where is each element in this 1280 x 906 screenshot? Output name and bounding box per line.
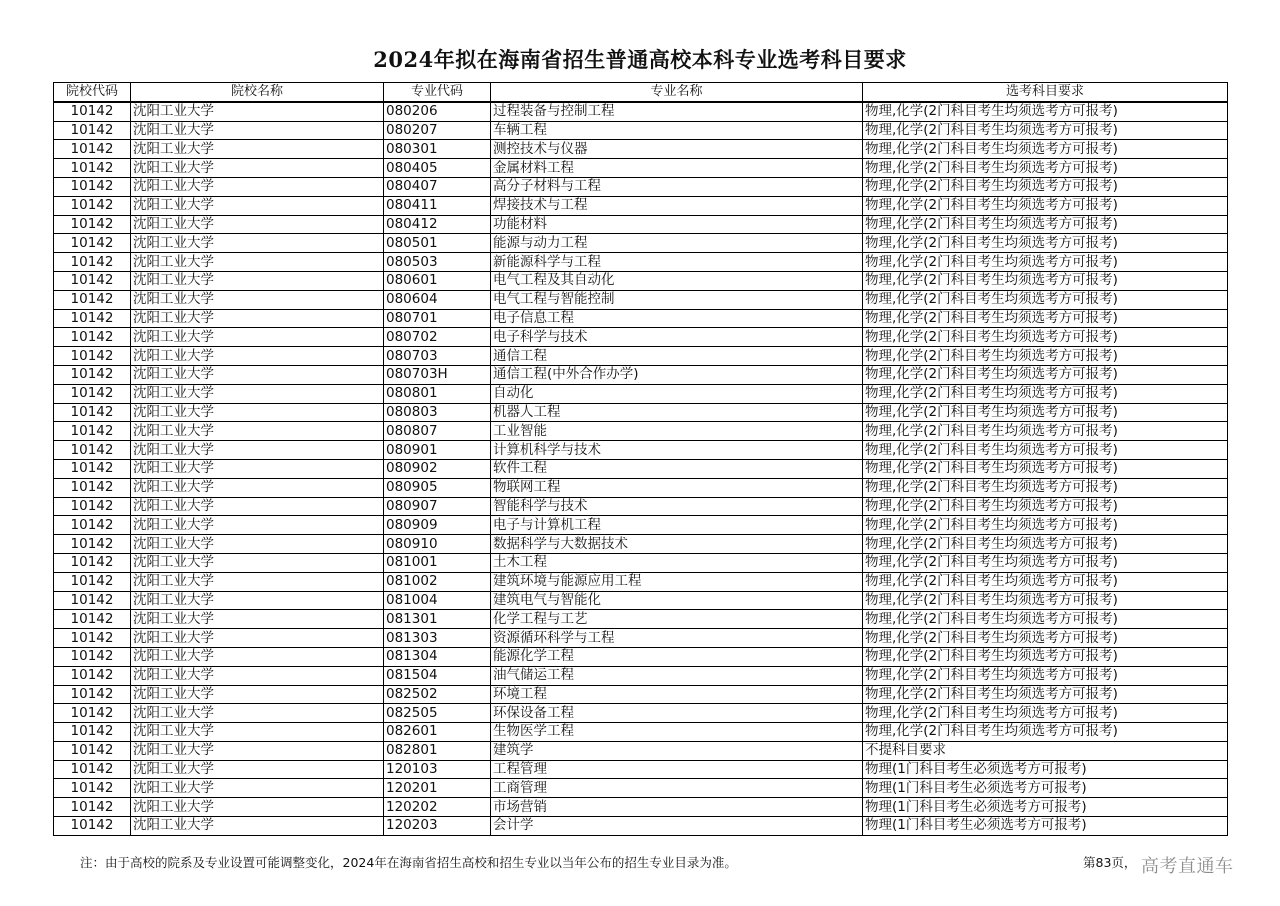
cell-major-code: 080412 [384, 215, 491, 234]
cell-major-name: 通信工程 [491, 347, 863, 366]
cell-school-name: 沈阳工业大学 [131, 647, 384, 666]
cell-school-name: 沈阳工业大学 [131, 535, 384, 554]
table-row [54, 647, 1228, 666]
cell-school-name: 沈阳工业大学 [131, 253, 384, 272]
cell-school-name: 沈阳工业大学 [131, 497, 384, 516]
cell-major-code: 082601 [384, 723, 491, 742]
cell-school-code: 10142 [54, 309, 131, 328]
cell-school-name: 沈阳工业大学 [131, 347, 384, 366]
cell-subject-requirement: 物理,化学(2门科目考生均须选考方可报考) [863, 196, 1228, 215]
cell-school-code: 10142 [54, 497, 131, 516]
cell-subject-requirement: 物理,化学(2门科目考生均须选考方可报考) [863, 253, 1228, 272]
cell-major-name: 会计学 [491, 817, 863, 836]
cell-subject-requirement: 物理,化学(2门科目考生均须选考方可报考) [863, 290, 1228, 309]
cell-major-code: 080604 [384, 290, 491, 309]
table-row [54, 741, 1228, 760]
cell-school-code: 10142 [54, 478, 131, 497]
cell-major-code: 080703 [384, 347, 491, 366]
cell-major-name: 智能科学与技术 [491, 497, 863, 516]
cell-school-code: 10142 [54, 121, 131, 140]
cell-school-code: 10142 [54, 572, 131, 591]
page-number: 第83页， [1083, 855, 1137, 870]
cell-school-code: 10142 [54, 798, 131, 817]
cell-school-code: 10142 [54, 159, 131, 178]
cell-major-name: 软件工程 [491, 459, 863, 478]
cell-major-code: 080801 [384, 384, 491, 403]
cell-major-name: 车辆工程 [491, 121, 863, 140]
cell-school-name: 沈阳工业大学 [131, 516, 384, 535]
table-row [54, 723, 1228, 742]
header-subject-requirement: 选考科目要求 [863, 83, 1228, 102]
cell-major-name: 测控技术与仪器 [491, 140, 863, 159]
cell-major-code: 080905 [384, 478, 491, 497]
table-row [54, 535, 1228, 554]
table-row [54, 121, 1228, 140]
cell-school-name: 沈阳工业大学 [131, 159, 384, 178]
cell-school-code: 10142 [54, 629, 131, 648]
cell-subject-requirement: 物理,化学(2门科目考生均须选考方可报考) [863, 422, 1228, 441]
cell-major-code: 082801 [384, 741, 491, 760]
cell-school-name: 沈阳工业大学 [131, 591, 384, 610]
watermark-text: 高考直通车 [1141, 856, 1234, 877]
cell-major-name: 物联网工程 [491, 478, 863, 497]
cell-subject-requirement: 物理,化学(2门科目考生均须选考方可报考) [863, 685, 1228, 704]
cell-major-code: 081001 [384, 553, 491, 572]
table-row [54, 290, 1228, 309]
cell-subject-requirement: 物理,化学(2门科目考生均须选考方可报考) [863, 309, 1228, 328]
cell-major-code: 081504 [384, 666, 491, 685]
cell-school-name: 沈阳工业大学 [131, 403, 384, 422]
cell-school-code: 10142 [54, 365, 131, 384]
cell-school-name: 沈阳工业大学 [131, 271, 384, 290]
cell-major-name: 工业智能 [491, 422, 863, 441]
cell-major-code: 080206 [384, 102, 491, 121]
cell-subject-requirement: 物理,化学(2门科目考生均须选考方可报考) [863, 441, 1228, 460]
table-row [54, 253, 1228, 272]
cell-school-name: 沈阳工业大学 [131, 177, 384, 196]
cell-major-name: 能源化学工程 [491, 647, 863, 666]
cell-major-name: 建筑电气与智能化 [491, 591, 863, 610]
cell-school-code: 10142 [54, 779, 131, 798]
cell-major-code: 080909 [384, 516, 491, 535]
cell-subject-requirement: 物理(1门科目考生必须选考方可报考) [863, 760, 1228, 779]
cell-major-code: 080407 [384, 177, 491, 196]
cell-school-name: 沈阳工业大学 [131, 779, 384, 798]
cell-school-code: 10142 [54, 403, 131, 422]
cell-major-code: 080703H [384, 365, 491, 384]
table-row [54, 365, 1228, 384]
cell-school-code: 10142 [54, 817, 131, 836]
table-row [54, 403, 1228, 422]
cell-school-code: 10142 [54, 516, 131, 535]
cell-major-code: 081004 [384, 591, 491, 610]
cell-school-code: 10142 [54, 553, 131, 572]
header-school-code: 院校代码 [54, 83, 131, 102]
cell-major-name: 电子信息工程 [491, 309, 863, 328]
table-row [54, 610, 1228, 629]
cell-major-code: 081304 [384, 647, 491, 666]
cell-major-name: 工程管理 [491, 760, 863, 779]
cell-major-code: 120201 [384, 779, 491, 798]
table-row [54, 328, 1228, 347]
cell-major-code: 120203 [384, 817, 491, 836]
table-row [54, 441, 1228, 460]
cell-school-name: 沈阳工业大学 [131, 384, 384, 403]
table-header-row [54, 83, 1228, 102]
cell-subject-requirement: 物理,化学(2门科目考生均须选考方可报考) [863, 553, 1228, 572]
cell-major-name: 金属材料工程 [491, 159, 863, 178]
cell-major-name: 能源与动力工程 [491, 234, 863, 253]
cell-school-name: 沈阳工业大学 [131, 610, 384, 629]
cell-subject-requirement: 物理,化学(2门科目考生均须选考方可报考) [863, 403, 1228, 422]
cell-school-code: 10142 [54, 196, 131, 215]
cell-major-code: 081301 [384, 610, 491, 629]
cell-school-name: 沈阳工业大学 [131, 572, 384, 591]
cell-school-name: 沈阳工业大学 [131, 102, 384, 121]
cell-major-code: 080701 [384, 309, 491, 328]
cell-school-code: 10142 [54, 704, 131, 723]
table-row [54, 196, 1228, 215]
cell-school-name: 沈阳工业大学 [131, 666, 384, 685]
cell-major-code: 080501 [384, 234, 491, 253]
cell-school-name: 沈阳工业大学 [131, 629, 384, 648]
table-row [54, 102, 1228, 121]
table-row [54, 271, 1228, 290]
cell-major-name: 环境工程 [491, 685, 863, 704]
cell-school-code: 10142 [54, 610, 131, 629]
cell-major-name: 建筑环境与能源应用工程 [491, 572, 863, 591]
cell-major-code: 080803 [384, 403, 491, 422]
table-row [54, 779, 1228, 798]
table-row [54, 177, 1228, 196]
cell-major-name: 通信工程(中外合作办学) [491, 365, 863, 384]
cell-subject-requirement: 物理,化学(2门科目考生均须选考方可报考) [863, 347, 1228, 366]
cell-subject-requirement: 不提科目要求 [863, 741, 1228, 760]
cell-major-code: 081002 [384, 572, 491, 591]
table-row [54, 497, 1228, 516]
cell-major-code: 080902 [384, 459, 491, 478]
cell-school-name: 沈阳工业大学 [131, 365, 384, 384]
cell-major-name: 生物医学工程 [491, 723, 863, 742]
cell-major-name: 电子与计算机工程 [491, 516, 863, 535]
table-row [54, 309, 1228, 328]
cell-school-name: 沈阳工业大学 [131, 309, 384, 328]
cell-subject-requirement: 物理,化学(2门科目考生均须选考方可报考) [863, 497, 1228, 516]
cell-major-name: 工商管理 [491, 779, 863, 798]
cell-major-name: 建筑学 [491, 741, 863, 760]
cell-major-name: 环保设备工程 [491, 704, 863, 723]
cell-school-name: 沈阳工业大学 [131, 685, 384, 704]
cell-major-name: 土木工程 [491, 553, 863, 572]
cell-school-name: 沈阳工业大学 [131, 328, 384, 347]
cell-major-name: 焊接技术与工程 [491, 196, 863, 215]
cell-major-name: 油气储运工程 [491, 666, 863, 685]
table-row [54, 516, 1228, 535]
cell-school-code: 10142 [54, 666, 131, 685]
cell-major-name: 高分子材料与工程 [491, 177, 863, 196]
cell-major-code: 082505 [384, 704, 491, 723]
header-major-code: 专业代码 [384, 83, 491, 102]
cell-school-code: 10142 [54, 234, 131, 253]
cell-school-name: 沈阳工业大学 [131, 459, 384, 478]
cell-school-code: 10142 [54, 760, 131, 779]
page-title: 2024年拟在海南省招生普通高校本科专业选考科目要求 [373, 47, 907, 72]
cell-major-name: 数据科学与大数据技术 [491, 535, 863, 554]
cell-subject-requirement: 物理,化学(2门科目考生均须选考方可报考) [863, 478, 1228, 497]
cell-subject-requirement: 物理,化学(2门科目考生均须选考方可报考) [863, 140, 1228, 159]
cell-school-name: 沈阳工业大学 [131, 196, 384, 215]
table-row [54, 704, 1228, 723]
cell-subject-requirement: 物理,化学(2门科目考生均须选考方可报考) [863, 459, 1228, 478]
cell-major-name: 电气工程与智能控制 [491, 290, 863, 309]
table-row [54, 459, 1228, 478]
table-row [54, 591, 1228, 610]
table-row [54, 572, 1228, 591]
cell-subject-requirement: 物理,化学(2门科目考生均须选考方可报考) [863, 234, 1228, 253]
cell-subject-requirement: 物理,化学(2门科目考生均须选考方可报考) [863, 159, 1228, 178]
cell-school-code: 10142 [54, 102, 131, 121]
header-major-name: 专业名称 [491, 83, 863, 102]
table-row [54, 347, 1228, 366]
cell-school-name: 沈阳工业大学 [131, 422, 384, 441]
cell-school-code: 10142 [54, 591, 131, 610]
table-row [54, 798, 1228, 817]
table-row [54, 234, 1228, 253]
cell-school-code: 10142 [54, 140, 131, 159]
cell-major-code: 080807 [384, 422, 491, 441]
cell-subject-requirement: 物理,化学(2门科目考生均须选考方可报考) [863, 365, 1228, 384]
cell-school-name: 沈阳工业大学 [131, 121, 384, 140]
cell-major-name: 电子科学与技术 [491, 328, 863, 347]
cell-school-code: 10142 [54, 215, 131, 234]
cell-major-name: 资源循环科学与工程 [491, 629, 863, 648]
cell-major-code: 120103 [384, 760, 491, 779]
cell-school-code: 10142 [54, 459, 131, 478]
cell-subject-requirement: 物理(1门科目考生必须选考方可报考) [863, 817, 1228, 836]
cell-major-code: 080301 [384, 140, 491, 159]
cell-school-code: 10142 [54, 328, 131, 347]
cell-school-code: 10142 [54, 347, 131, 366]
cell-school-name: 沈阳工业大学 [131, 290, 384, 309]
table-row [54, 666, 1228, 685]
cell-subject-requirement: 物理,化学(2门科目考生均须选考方可报考) [863, 723, 1228, 742]
cell-major-code: 080601 [384, 271, 491, 290]
cell-school-name: 沈阳工业大学 [131, 140, 384, 159]
table-row [54, 629, 1228, 648]
cell-major-code: 080207 [384, 121, 491, 140]
cell-subject-requirement: 物理,化学(2门科目考生均须选考方可报考) [863, 647, 1228, 666]
cell-subject-requirement: 物理,化学(2门科目考生均须选考方可报考) [863, 591, 1228, 610]
cell-subject-requirement: 物理,化学(2门科目考生均须选考方可报考) [863, 384, 1228, 403]
table-row [54, 140, 1228, 159]
cell-school-name: 沈阳工业大学 [131, 760, 384, 779]
cell-major-code: 080901 [384, 441, 491, 460]
cell-major-name: 机器人工程 [491, 403, 863, 422]
header-school-name: 院校名称 [131, 83, 384, 102]
cell-school-name: 沈阳工业大学 [131, 704, 384, 723]
cell-major-name: 过程装备与控制工程 [491, 102, 863, 121]
cell-school-code: 10142 [54, 741, 131, 760]
cell-subject-requirement: 物理,化学(2门科目考生均须选考方可报考) [863, 535, 1228, 554]
cell-subject-requirement: 物理,化学(2门科目考生均须选考方可报考) [863, 102, 1228, 121]
cell-subject-requirement: 物理,化学(2门科目考生均须选考方可报考) [863, 516, 1228, 535]
cell-major-code: 080910 [384, 535, 491, 554]
cell-subject-requirement: 物理,化学(2门科目考生均须选考方可报考) [863, 704, 1228, 723]
cell-school-name: 沈阳工业大学 [131, 553, 384, 572]
cell-major-name: 自动化 [491, 384, 863, 403]
cell-school-code: 10142 [54, 271, 131, 290]
cell-school-name: 沈阳工业大学 [131, 798, 384, 817]
cell-subject-requirement: 物理,化学(2门科目考生均须选考方可报考) [863, 271, 1228, 290]
subject-requirements-table [53, 82, 1228, 836]
cell-school-code: 10142 [54, 723, 131, 742]
cell-subject-requirement: 物理(1门科目考生必须选考方可报考) [863, 779, 1228, 798]
table-row [54, 685, 1228, 704]
cell-major-name: 功能材料 [491, 215, 863, 234]
cell-major-code: 082502 [384, 685, 491, 704]
cell-school-code: 10142 [54, 685, 131, 704]
cell-subject-requirement: 物理,化学(2门科目考生均须选考方可报考) [863, 328, 1228, 347]
table-row [54, 760, 1228, 779]
table-row [54, 422, 1228, 441]
cell-school-code: 10142 [54, 535, 131, 554]
cell-school-name: 沈阳工业大学 [131, 741, 384, 760]
table-row [54, 384, 1228, 403]
cell-school-code: 10142 [54, 647, 131, 666]
cell-major-name: 计算机科学与技术 [491, 441, 863, 460]
table-row [54, 159, 1228, 178]
cell-major-code: 080411 [384, 196, 491, 215]
cell-school-code: 10142 [54, 177, 131, 196]
cell-major-name: 电气工程及其自动化 [491, 271, 863, 290]
cell-subject-requirement: 物理,化学(2门科目考生均须选考方可报考) [863, 215, 1228, 234]
cell-subject-requirement: 物理,化学(2门科目考生均须选考方可报考) [863, 177, 1228, 196]
cell-school-code: 10142 [54, 384, 131, 403]
cell-subject-requirement: 物理,化学(2门科目考生均须选考方可报考) [863, 121, 1228, 140]
cell-school-name: 沈阳工业大学 [131, 478, 384, 497]
cell-major-code: 080503 [384, 253, 491, 272]
cell-school-name: 沈阳工业大学 [131, 817, 384, 836]
footnote: 注：由于高校的院系及专业设置可能调整变化，2024年在海南省招生高校和招生专业以当年公布的招生专业目录为准。 [80, 855, 737, 870]
cell-major-name: 新能源科学与工程 [491, 253, 863, 272]
table-row [54, 215, 1228, 234]
cell-school-code: 10142 [54, 253, 131, 272]
table-row [54, 478, 1228, 497]
cell-school-name: 沈阳工业大学 [131, 723, 384, 742]
cell-major-name: 市场营销 [491, 798, 863, 817]
cell-major-code: 080702 [384, 328, 491, 347]
cell-school-name: 沈阳工业大学 [131, 441, 384, 460]
cell-school-code: 10142 [54, 441, 131, 460]
cell-subject-requirement: 物理,化学(2门科目考生均须选考方可报考) [863, 610, 1228, 629]
cell-subject-requirement: 物理(1门科目考生必须选考方可报考) [863, 798, 1228, 817]
table-body [54, 102, 1228, 836]
cell-major-code: 080405 [384, 159, 491, 178]
cell-school-name: 沈阳工业大学 [131, 234, 384, 253]
cell-major-code: 120202 [384, 798, 491, 817]
cell-major-code: 081303 [384, 629, 491, 648]
table-row [54, 817, 1228, 836]
cell-major-code: 080907 [384, 497, 491, 516]
table-row [54, 553, 1228, 572]
cell-subject-requirement: 物理,化学(2门科目考生均须选考方可报考) [863, 629, 1228, 648]
cell-subject-requirement: 物理,化学(2门科目考生均须选考方可报考) [863, 666, 1228, 685]
cell-school-code: 10142 [54, 422, 131, 441]
cell-subject-requirement: 物理,化学(2门科目考生均须选考方可报考) [863, 572, 1228, 591]
cell-major-name: 化学工程与工艺 [491, 610, 863, 629]
cell-school-code: 10142 [54, 290, 131, 309]
cell-school-name: 沈阳工业大学 [131, 215, 384, 234]
